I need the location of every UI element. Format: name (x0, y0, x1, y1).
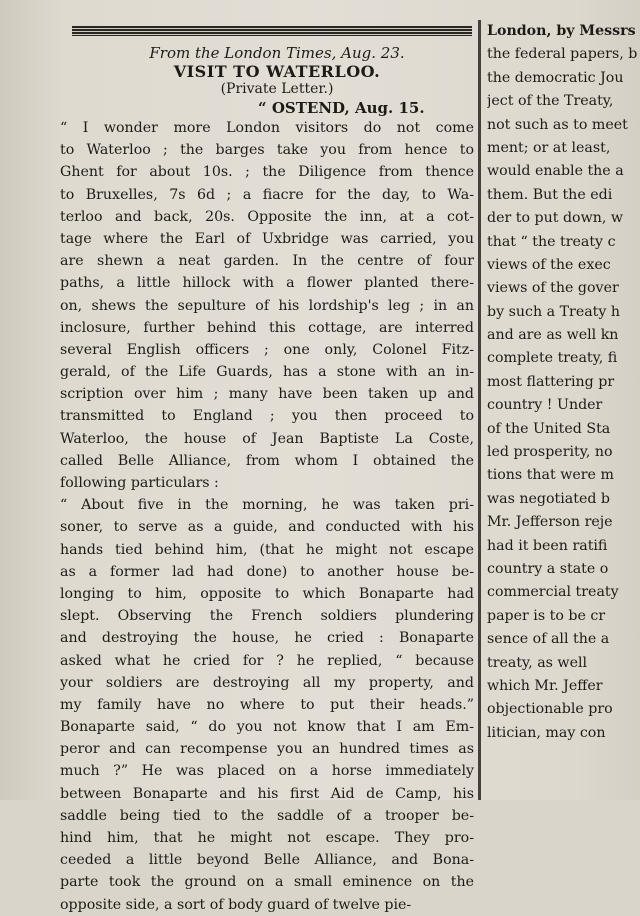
article-line: inclosure, further behind this cottage, are interred (60, 319, 474, 336)
article-line: parte took the ground on a small eminence on the (60, 874, 474, 891)
article-line: gerald, of the Life Guards, has a stone with an in- (60, 364, 474, 381)
article-line: soner, to serve as a guide, and conducted with his (60, 519, 474, 536)
article-line: longing to him, opposite to which Bonaparte had (60, 585, 474, 602)
decorative-rule (72, 26, 472, 36)
article-line: saddle being tied to the saddle of a trooper be- (60, 807, 474, 824)
adjacent-column-line: objectionable pro (487, 701, 613, 718)
adjacent-column-line: treaty, as well (487, 654, 588, 671)
article-headline: VISIT TO WATERLOO. (173, 62, 381, 81)
column-divider (478, 20, 481, 800)
adjacent-column-line: which Mr. Jeffer (487, 677, 603, 694)
article-line: opposite side, a sort of body guard of twelve pie- (60, 896, 412, 913)
article-line: your soldiers are destroying all my property, and (60, 674, 474, 691)
article-place-date: “ OSTEND, Aug. 15. (258, 99, 425, 117)
article-line: called Belle Alliance, from whom I obtained the (60, 452, 474, 469)
article-line: scription over him ; many have been taken up and (60, 386, 474, 403)
adjacent-column-line: commercial treaty (487, 584, 619, 601)
adjacent-column-line: led prosperity, no (487, 444, 613, 461)
adjacent-column-line: the democratic Jou (487, 69, 624, 86)
article-line: and destroying the house, he cried : Bonaparte (60, 630, 474, 647)
adjacent-column-line: litician, may con (487, 724, 606, 741)
adjacent-column-line: views of the gover (487, 280, 619, 297)
article-line: “ About five in the morning, he was taken pri- (60, 497, 474, 514)
article-subhead: (Private Letter.) (220, 81, 334, 97)
article-line: between Bonaparte and his first Aid de Camp, his (60, 785, 474, 802)
article-line: Ghent for about 10s. ; the Diligence from thence (60, 164, 474, 181)
article-column (60, 44, 474, 916)
article-line: tage where the Earl of Uxbridge was carried, you (60, 230, 474, 247)
article-line: Waterloo, the house of Jean Baptiste La Coste, (60, 430, 474, 447)
adjacent-column-line: would enable the a (487, 163, 624, 180)
adjacent-column-line: not such as to meet (487, 116, 628, 133)
adjacent-column-line: country ! Under (487, 397, 603, 414)
article-line: transmitted to England ; you then proceed to (60, 408, 474, 425)
adjacent-column-line: that “ the treaty c (487, 233, 616, 250)
article-line: to Waterloo ; the barges take you from hence to (60, 142, 474, 159)
article-line: on, shews the sepulture of his lordship's leg ; in an (60, 297, 474, 314)
adjacent-column-line: ject of the Treaty, (487, 93, 614, 110)
article-line: hind him, that he might not escape. They pro- (60, 830, 474, 846)
article-line: paths, a little hillock with a flower planted there- (60, 275, 474, 292)
article-line: hands tied behind him, (that he might not escape (60, 541, 474, 558)
adjacent-column-line: ment; or at least, (487, 139, 611, 156)
adjacent-column-line: had it been ratifi (487, 537, 608, 554)
article-line: slept. Observing the French soldiers plundering (60, 608, 474, 625)
article-line: several English officers ; one only, Colonel Fitz- (60, 341, 474, 358)
adjacent-column-line: of the United Sta (487, 420, 611, 437)
adjacent-column-line: tions that were m (487, 467, 614, 484)
adjacent-column-line: views of the exec (487, 256, 611, 273)
article-line: peror and can recompense you an hundred times as (60, 741, 474, 758)
article-line: ceeded a little beyond Belle Alliance, and Bona- (60, 852, 474, 869)
article-line: my family have no where to put their heads.” (60, 696, 474, 713)
adjacent-column-line: and are as well kn (487, 327, 619, 344)
adjacent-column-line: the federal papers, b (487, 46, 638, 63)
article-line: are shewn a neat garden. In the centre of four (60, 253, 474, 270)
adjacent-column-line: Mr. Jefferson reje (487, 514, 613, 531)
adjacent-column-line: der to put down, w (487, 210, 624, 227)
article-line: much ?” He was placed on a horse immediately (60, 763, 474, 780)
article-line: to Bruxelles, 7s 6d ; a fiacre for the day, to Wa- (60, 186, 474, 203)
adjacent-column-line: most flattering pr (487, 373, 615, 390)
adjacent-column-body (487, 20, 640, 745)
article-line: “ I wonder more London visitors do not come (60, 120, 474, 136)
article-line: terloo and back, 20s. Opposite the inn, at a cot- (60, 208, 474, 225)
adjacent-column-line: London, by Messrs (487, 23, 636, 39)
article-line: asked what he cried for ? he replied, “ because (60, 652, 474, 669)
adjacent-column-line: country a state o (487, 560, 609, 577)
article-line: Bonaparte said, “ do you not know that I am Em- (60, 719, 474, 736)
adjacent-column-line: was negotiated b (487, 490, 611, 507)
article-line: following particulars : (60, 475, 219, 491)
adjacent-column-line: sence of all the a (487, 631, 610, 648)
adjacent-column (487, 20, 640, 745)
adjacent-column-line: by such a Treaty h (487, 303, 621, 320)
article-line: as a former lad had done) to another house be- (60, 563, 474, 580)
article-body (60, 117, 474, 916)
adjacent-column-line: complete treaty, fi (487, 350, 618, 367)
adjacent-column-line: them. But the edi (487, 186, 613, 203)
adjacent-column-line: paper is to be cr (487, 607, 606, 624)
article-dateline: From the London Times, Aug. 23. (149, 44, 405, 62)
